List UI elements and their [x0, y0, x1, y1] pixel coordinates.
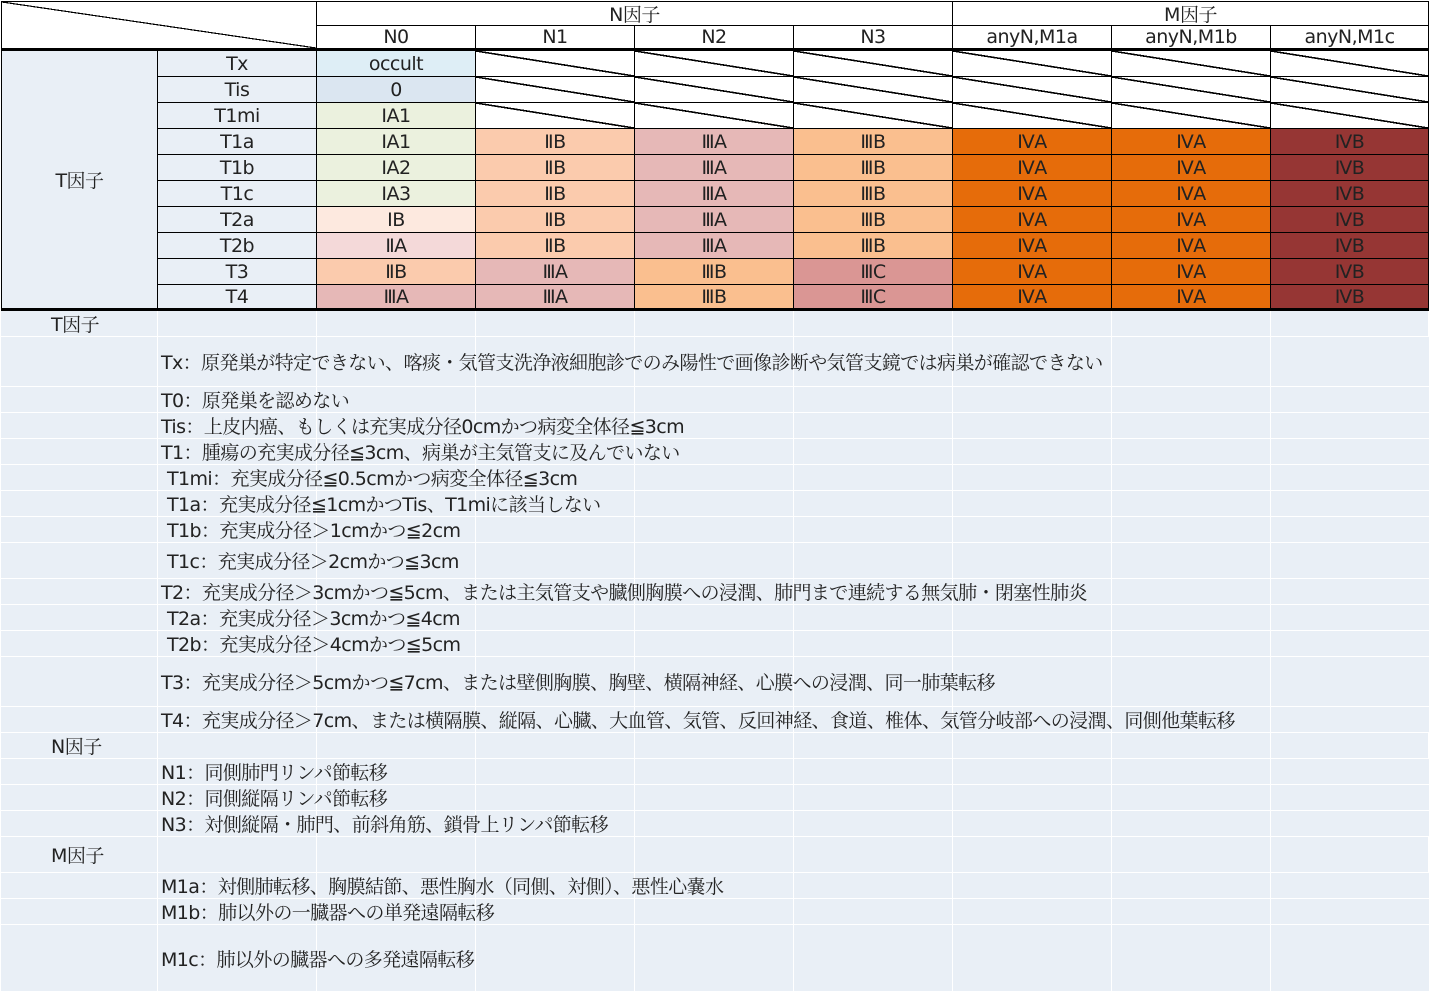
- stage-cell: ⅣB: [1271, 181, 1429, 207]
- definition-text: N3：対側縦隔・肺門、前斜角筋、鎖骨上リンパ節転移: [158, 811, 1429, 837]
- stage-cell: ⅣA: [1112, 207, 1271, 233]
- empty-cell: [635, 733, 794, 759]
- empty-cell: [476, 837, 635, 873]
- definition-text: T0：原発巣を認めない: [158, 387, 1429, 413]
- stage-cell: ⅢA: [635, 129, 794, 155]
- not-applicable-cell: [476, 77, 635, 103]
- stage-cell: ⅢA: [635, 207, 794, 233]
- empty-cell: [158, 311, 317, 337]
- empty-cell: [1, 785, 158, 811]
- empty-cell: [635, 837, 794, 873]
- not-applicable-cell: [953, 103, 1112, 129]
- t-category-label: T1b: [158, 155, 317, 181]
- m-factor-header: M因子: [953, 1, 1429, 26]
- header-corner-cell: [1, 1, 317, 51]
- column-header: anyN,M1a: [953, 26, 1112, 51]
- t-category-label: T3: [158, 259, 317, 285]
- not-applicable-cell: [1112, 77, 1271, 103]
- definition-text: T3：充実成分径＞5cmかつ≦7cm、または壁側胸膜、胸壁、横隔神経、心膜への浸潤、同一肺葉転移: [158, 657, 1429, 707]
- empty-cell: [1112, 311, 1271, 337]
- t-category-label: T1mi: [158, 103, 317, 129]
- definition-text: T1a：充実成分径≦1cmかつTis、T1miに該当しない: [158, 491, 1429, 517]
- empty-cell: [1271, 733, 1429, 759]
- stage-cell: ⅢB: [635, 285, 794, 311]
- empty-cell: [794, 733, 953, 759]
- column-header: anyN,M1c: [1271, 26, 1429, 51]
- empty-cell: [1, 873, 158, 899]
- definition-section-label: T因子: [1, 311, 158, 337]
- empty-cell: [1, 387, 158, 413]
- stage-cell: ⅢB: [794, 207, 953, 233]
- empty-cell: [1, 811, 158, 837]
- not-applicable-cell: [1271, 51, 1429, 77]
- empty-cell: [1, 707, 158, 733]
- stage-cell: ⅡB: [476, 233, 635, 259]
- column-header: anyN,M1b: [1112, 26, 1271, 51]
- empty-cell: [158, 733, 317, 759]
- not-applicable-cell: [476, 103, 635, 129]
- column-header: N0: [317, 26, 476, 51]
- empty-cell: [1, 759, 158, 785]
- stage-cell: ⅠA3: [317, 181, 476, 207]
- empty-cell: [1, 579, 158, 605]
- empty-cell: [1, 631, 158, 657]
- column-header: N2: [635, 26, 794, 51]
- stage-cell: ⅣB: [1271, 129, 1429, 155]
- definition-text: T2a：充実成分径＞3cmかつ≦4cm: [158, 605, 1429, 631]
- stage-cell: ⅣA: [1112, 181, 1271, 207]
- empty-cell: [794, 311, 953, 337]
- empty-cell: [635, 311, 794, 337]
- stage-cell: ⅣB: [1271, 259, 1429, 285]
- tnm-staging-sheet: [1, 1, 1429, 992]
- stage-cell: ⅣA: [953, 259, 1112, 285]
- stage-cell: ⅠA2: [317, 155, 476, 181]
- stage-cell: ⅡB: [476, 181, 635, 207]
- stage-cell: ⅢA: [476, 259, 635, 285]
- stage-cell: ⅢC: [794, 259, 953, 285]
- definition-text: Tx：原発巣が特定できない、喀痰・気管支洗浄液細胞診でのみ陽性で画像診断や気管支鏡では病巣が確認できない: [158, 337, 1429, 387]
- stage-cell: 0: [317, 77, 476, 103]
- not-applicable-cell: [794, 77, 953, 103]
- empty-cell: [317, 837, 476, 873]
- t-category-label: T4: [158, 285, 317, 311]
- stage-cell: ⅡB: [317, 259, 476, 285]
- definition-text: M1a：対側肺転移、胸膜結節、悪性胸水（同側、対側）、悪性心嚢水: [158, 873, 1429, 899]
- stage-cell: ⅢB: [794, 181, 953, 207]
- empty-cell: [476, 733, 635, 759]
- empty-cell: [1, 543, 158, 579]
- empty-cell: [1271, 837, 1429, 873]
- not-applicable-cell: [1112, 51, 1271, 77]
- stage-cell: ⅢB: [794, 233, 953, 259]
- stage-cell: ⅡA: [317, 233, 476, 259]
- not-applicable-cell: [953, 51, 1112, 77]
- stage-cell: ⅢA: [317, 285, 476, 311]
- not-applicable-cell: [1112, 103, 1271, 129]
- stage-cell: ⅣB: [1271, 233, 1429, 259]
- stage-cell: ⅢB: [794, 155, 953, 181]
- not-applicable-cell: [1271, 103, 1429, 129]
- stage-cell: ⅣA: [953, 285, 1112, 311]
- empty-cell: [317, 311, 476, 337]
- stage-cell: ⅣA: [953, 155, 1112, 181]
- t-category-label: Tis: [158, 77, 317, 103]
- empty-cell: [953, 311, 1112, 337]
- stage-cell: ⅣA: [1112, 155, 1271, 181]
- definition-text: N1：同側肺門リンパ節転移: [158, 759, 1429, 785]
- stage-cell: ⅢA: [635, 233, 794, 259]
- not-applicable-cell: [794, 51, 953, 77]
- empty-cell: [1, 657, 158, 707]
- definition-section-label: N因子: [1, 733, 158, 759]
- t-category-label: T2a: [158, 207, 317, 233]
- not-applicable-cell: [635, 77, 794, 103]
- stage-cell: ⅣA: [953, 233, 1112, 259]
- empty-cell: [953, 733, 1112, 759]
- empty-cell: [158, 837, 317, 873]
- stage-cell: ⅣA: [1112, 233, 1271, 259]
- empty-cell: [794, 837, 953, 873]
- empty-cell: [1, 899, 158, 925]
- t-category-label: T1c: [158, 181, 317, 207]
- empty-cell: [1, 517, 158, 543]
- definition-text: N2：同側縦隔リンパ節転移: [158, 785, 1429, 811]
- stage-cell: ⅣA: [1112, 129, 1271, 155]
- empty-cell: [1, 465, 158, 491]
- stage-cell: ⅠB: [317, 207, 476, 233]
- stage-cell: ⅣA: [1112, 259, 1271, 285]
- definition-text: T1mi：充実成分径≦0.5cmかつ病変全体径≦3cm: [158, 465, 1429, 491]
- empty-cell: [1, 439, 158, 465]
- definition-section-label: M因子: [1, 837, 158, 873]
- column-header: N1: [476, 26, 635, 51]
- empty-cell: [953, 837, 1112, 873]
- stage-cell: occult: [317, 51, 476, 77]
- empty-cell: [1, 337, 158, 387]
- not-applicable-cell: [953, 77, 1112, 103]
- stage-cell: ⅣA: [1112, 285, 1271, 311]
- definition-text: Tis：上皮内癌、もしくは充実成分径0cmかつ病変全体径≦3cm: [158, 413, 1429, 439]
- stage-cell: ⅢA: [635, 181, 794, 207]
- stage-cell: ⅡB: [476, 155, 635, 181]
- empty-cell: [1, 925, 158, 992]
- empty-cell: [1271, 311, 1429, 337]
- empty-cell: [476, 311, 635, 337]
- stage-cell: ⅢB: [794, 129, 953, 155]
- empty-cell: [1112, 733, 1271, 759]
- definition-text: T2b：充実成分径＞4cmかつ≦5cm: [158, 631, 1429, 657]
- definition-text: M1c：肺以外の臓器への多発遠隔転移: [158, 925, 1429, 992]
- empty-cell: [1, 605, 158, 631]
- stage-cell: ⅡB: [476, 129, 635, 155]
- not-applicable-cell: [635, 103, 794, 129]
- t-category-label: Tx: [158, 51, 317, 77]
- stage-cell: ⅢA: [635, 155, 794, 181]
- stage-cell: ⅢC: [794, 285, 953, 311]
- definition-text: T1：腫瘍の充実成分径≦3cm、病巣が主気管支に及んでいない: [158, 439, 1429, 465]
- stage-cell: ⅣA: [953, 181, 1112, 207]
- stage-cell: ⅣA: [953, 207, 1112, 233]
- t-category-label: T2b: [158, 233, 317, 259]
- not-applicable-cell: [1271, 77, 1429, 103]
- definition-text: M1b：肺以外の一臓器への単発遠隔転移: [158, 899, 1429, 925]
- empty-cell: [1, 413, 158, 439]
- stage-cell: ⅠA1: [317, 129, 476, 155]
- stage-cell: ⅣB: [1271, 285, 1429, 311]
- stage-cell: ⅡB: [476, 207, 635, 233]
- stage-cell: ⅠA1: [317, 103, 476, 129]
- definition-text: T1c：充実成分径＞2cmかつ≦3cm: [158, 543, 1429, 579]
- definition-text: T1b：充実成分径＞1cmかつ≦2cm: [158, 517, 1429, 543]
- definition-text: T2：充実成分径＞3cmかつ≦5cm、または主気管支や臓側胸膜への浸潤、肺門まで連続する無気肺・閉塞性肺炎: [158, 579, 1429, 605]
- empty-cell: [1, 491, 158, 517]
- t-factor-group-label: T因子: [1, 51, 158, 311]
- not-applicable-cell: [794, 103, 953, 129]
- n-factor-header: N因子: [317, 1, 953, 26]
- column-header: N3: [794, 26, 953, 51]
- stage-cell: ⅢB: [635, 259, 794, 285]
- empty-cell: [317, 733, 476, 759]
- empty-cell: [1112, 837, 1271, 873]
- not-applicable-cell: [635, 51, 794, 77]
- stage-cell: ⅣB: [1271, 207, 1429, 233]
- not-applicable-cell: [476, 51, 635, 77]
- stage-cell: ⅢA: [476, 285, 635, 311]
- definition-text: T4：充実成分径＞7cm、または横隔膜、縦隔、心臓、大血管、気管、反回神経、食道、椎体、気管分岐部への浸潤、同側他葉転移: [158, 707, 1429, 733]
- stage-cell: ⅣB: [1271, 155, 1429, 181]
- t-category-label: T1a: [158, 129, 317, 155]
- stage-cell: ⅣA: [953, 129, 1112, 155]
